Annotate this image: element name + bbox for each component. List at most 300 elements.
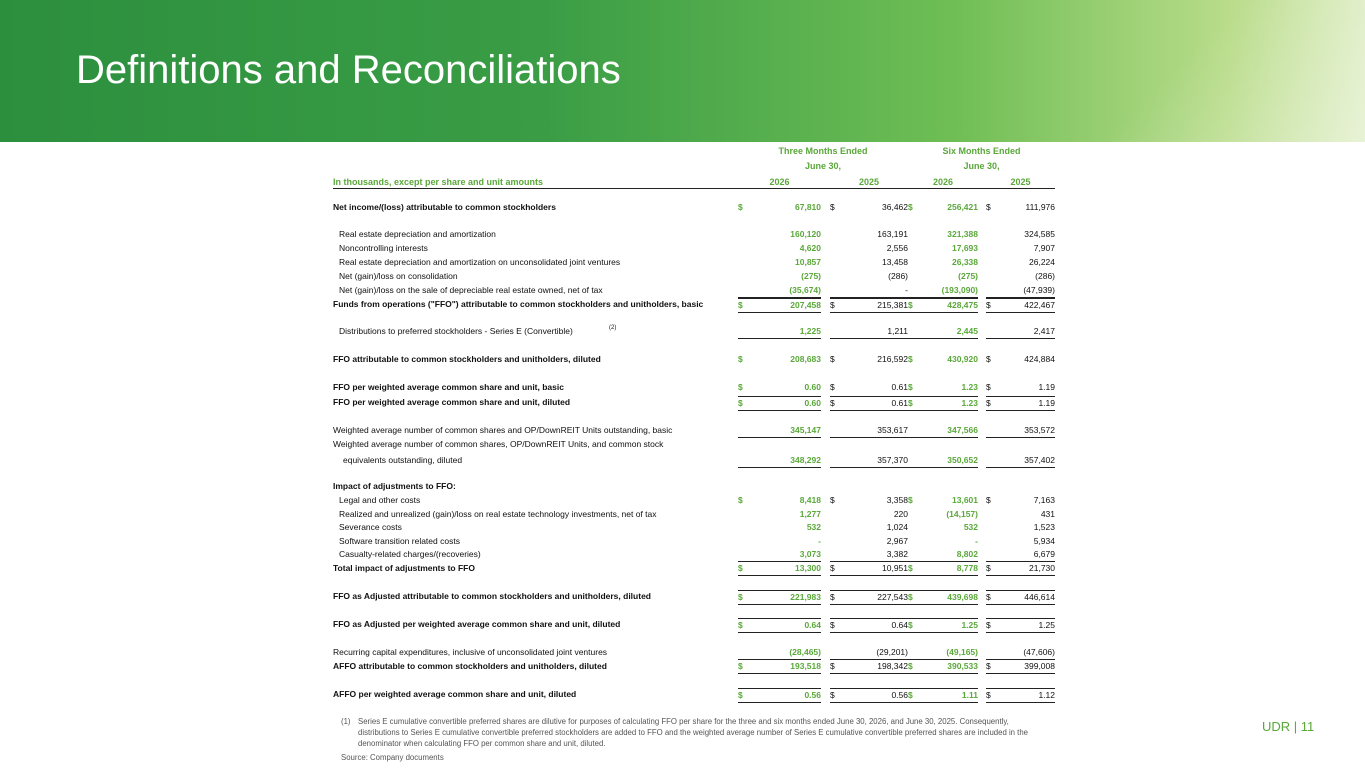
table-value: 0.60 (804, 382, 821, 392)
table-cell (986, 521, 1055, 534)
currency-symbol: $ (738, 300, 743, 310)
column-header-year: 2025 (1010, 177, 1031, 187)
column-group-header-six-months: Six Months Ended (942, 146, 1021, 156)
table-cell (986, 548, 1055, 562)
table-cell (986, 494, 1055, 507)
table-value: 532 (806, 522, 821, 532)
table-value: 3,382 (886, 549, 908, 559)
table-cell (908, 646, 978, 660)
table-value: - (905, 285, 908, 295)
table-cell (908, 521, 978, 534)
table-cell (908, 660, 978, 674)
row-label: Weighted average number of common shares, OP/DownREIT Units, and common stock (333, 439, 664, 449)
table-cell (830, 618, 908, 633)
table-row (333, 646, 1055, 659)
table-cell (738, 256, 821, 269)
currency-symbol: $ (830, 592, 835, 602)
table-value: 10,857 (795, 257, 821, 267)
footnote-number: (1) (341, 717, 351, 726)
table-value: 216,592 (877, 354, 908, 364)
table-cell (986, 201, 1055, 214)
table-cell (908, 590, 978, 605)
table-cell (908, 256, 978, 269)
currency-symbol: $ (986, 382, 991, 392)
column-header-year: 2025 (858, 177, 880, 187)
table-cell (908, 454, 978, 468)
table-value: 221,983 (790, 592, 821, 602)
row-label: Legal and other costs (339, 495, 421, 505)
currency-symbol: $ (908, 592, 913, 602)
table-row (333, 521, 1055, 534)
table-value: 357,370 (877, 455, 908, 465)
table-row (333, 660, 1055, 673)
table-cell (986, 381, 1055, 394)
table-row (333, 535, 1055, 548)
table-value: 2,417 (1033, 326, 1055, 336)
currency-symbol: $ (738, 354, 743, 364)
table-cell (738, 590, 821, 605)
table-cell (738, 201, 821, 214)
table-cell (830, 396, 908, 411)
table-cell (830, 353, 908, 366)
table-cell (830, 381, 908, 394)
table-row (333, 618, 1055, 631)
table-row (333, 508, 1055, 521)
table-value: 1,523 (1033, 522, 1055, 532)
table-value: 7,907 (1033, 243, 1055, 253)
currency-symbol: $ (908, 382, 913, 392)
table-cell (738, 353, 821, 366)
row-label: Total impact of adjustments to FFO (333, 563, 475, 573)
table-value: 353,572 (1024, 425, 1055, 435)
table-cell (830, 535, 908, 548)
currency-symbol: $ (738, 592, 743, 602)
table-row (333, 688, 1055, 701)
table-value: 446,614 (1024, 592, 1055, 602)
table-value: 350,652 (947, 455, 978, 465)
table-value: 390,533 (947, 661, 978, 671)
row-label: Net (gain)/loss on the sale of depreciable real estate owned, net of tax (339, 285, 603, 295)
table-row (333, 325, 1055, 338)
table-row (333, 590, 1055, 603)
table-cell (908, 228, 978, 241)
table-cell (830, 270, 908, 283)
table-value: 357,402 (1024, 455, 1055, 465)
row-label: Net (gain)/loss on consolidation (339, 271, 458, 281)
currency-symbol: $ (830, 690, 835, 700)
table-value: 0.61 (891, 398, 908, 408)
table-cell (738, 618, 821, 633)
table-value: 7,163 (1033, 495, 1055, 505)
table-cell (830, 298, 908, 313)
row-label: Real estate depreciation and amortization (339, 229, 496, 239)
table-cell (738, 688, 821, 703)
currency-symbol: $ (908, 563, 913, 573)
currency-symbol: $ (986, 661, 991, 671)
currency-symbol: $ (908, 620, 913, 630)
table-cell (738, 270, 821, 283)
table-cell (830, 508, 908, 521)
table-cell (908, 298, 978, 313)
table-cell (738, 228, 821, 241)
table-value: (35,674) (789, 285, 821, 295)
table-value: 431 (1040, 509, 1055, 519)
table-value: 428,475 (947, 300, 978, 310)
table-cell (830, 228, 908, 241)
table-value: 198,342 (877, 661, 908, 671)
table-cell (908, 562, 978, 576)
table-value: 430,920 (947, 354, 978, 364)
table-value: 13,300 (795, 563, 821, 573)
table-value: 10,951 (882, 563, 908, 573)
table-cell (830, 494, 908, 507)
table-value: 1,277 (799, 509, 821, 519)
table-value: 163,191 (877, 229, 908, 239)
table-value: 2,967 (886, 536, 908, 546)
table-cell (908, 396, 978, 411)
header-banner (0, 0, 1365, 142)
currency-symbol: $ (986, 592, 991, 602)
currency-symbol: $ (986, 563, 991, 573)
table-cell (986, 270, 1055, 283)
table-cell (738, 396, 821, 411)
table-cell (830, 480, 908, 493)
table-value: 215,381 (877, 300, 908, 310)
table-cell (986, 618, 1055, 633)
table-cell (738, 424, 821, 438)
table-value: 13,601 (952, 495, 978, 505)
currency-symbol: $ (986, 495, 991, 505)
row-label: equivalents outstanding, diluted (343, 455, 463, 465)
table-cell (738, 660, 821, 674)
table-value: 256,421 (947, 202, 978, 212)
currency-symbol: $ (908, 354, 913, 364)
table-value: 13,458 (882, 257, 908, 267)
table-value: 0.64 (804, 620, 821, 630)
header-decoration (1065, 0, 1365, 142)
table-value: 17,693 (952, 243, 978, 253)
table-value: 0.61 (891, 382, 908, 392)
row-label: FFO attributable to common stockholders and unitholders, diluted (333, 354, 601, 364)
table-row (333, 562, 1055, 575)
table-row (333, 381, 1055, 394)
table-cell (908, 325, 978, 339)
table-value: 1.19 (1038, 398, 1055, 408)
column-header-year: 2026 (932, 177, 954, 187)
row-label: AFFO per weighted average common share and unit, diluted (333, 689, 577, 699)
table-cell (908, 270, 978, 283)
table-value: 353,617 (877, 425, 908, 435)
table-row (333, 424, 1055, 437)
table-row (333, 548, 1055, 561)
table-row (333, 454, 1055, 467)
table-cell (830, 688, 908, 703)
table-value: 1.23 (961, 398, 978, 408)
currency-symbol: $ (738, 690, 743, 700)
footnote-reference: (2) (609, 325, 617, 331)
row-label: Software transition related costs (339, 536, 460, 546)
table-value: (14,157) (946, 509, 978, 519)
table-value: 8,802 (956, 549, 978, 559)
table-value: 1.12 (1038, 690, 1055, 700)
table-cell (830, 424, 908, 438)
table-cell (986, 353, 1055, 366)
table-value: 345,147 (790, 425, 821, 435)
page-number: UDR | 11 (1262, 719, 1315, 734)
table-cell (738, 242, 821, 255)
column-group-subheader-three-months: June 30, (804, 161, 842, 171)
table-cell (986, 228, 1055, 241)
row-label: FFO as Adjusted per weighted average common share and unit, diluted (333, 619, 621, 629)
table-value: 208,683 (790, 354, 821, 364)
table-cell (738, 454, 821, 468)
row-label: FFO per weighted average common share and unit, basic (333, 382, 564, 392)
table-cell (908, 508, 978, 521)
row-label: Distributions to preferred stockholders - Series E (Convertible) (339, 326, 573, 336)
table-cell (986, 424, 1055, 438)
table-cell (830, 242, 908, 255)
table-value: 0.60 (804, 398, 821, 408)
column-group-header-three-months: Three Months Ended (778, 146, 868, 156)
table-cell (908, 353, 978, 366)
table-cell (830, 646, 908, 660)
row-label: Realized and unrealized (gain)/loss on real estate technology investments, net of tax (339, 509, 657, 519)
currency-symbol: $ (908, 690, 913, 700)
currency-symbol: $ (738, 620, 743, 630)
table-cell (908, 381, 978, 394)
table-cell (830, 660, 908, 674)
table-cell (830, 590, 908, 605)
table-cell (986, 508, 1055, 521)
table-cell (738, 646, 821, 660)
table-value: 422,467 (1024, 300, 1055, 310)
table-row (333, 396, 1055, 409)
table-value: 324,585 (1024, 229, 1055, 239)
table-value: (49,165) (946, 647, 978, 657)
table-cell (908, 618, 978, 633)
table-value: - (818, 536, 821, 546)
currency-symbol: $ (830, 202, 835, 212)
table-cell (738, 284, 821, 298)
table-cell (738, 494, 821, 507)
currency-symbol: $ (986, 398, 991, 408)
header-rule (333, 188, 1055, 189)
table-row (333, 494, 1055, 507)
table-cell (908, 494, 978, 507)
table-row (333, 242, 1055, 255)
table-value: 227,543 (877, 592, 908, 602)
table-value: 3,073 (799, 549, 821, 559)
table-value: 5,934 (1033, 536, 1055, 546)
page-title: Definitions and Reconciliations (76, 48, 621, 92)
table-cell (738, 325, 821, 339)
table-cell (986, 256, 1055, 269)
currency-symbol: $ (986, 354, 991, 364)
table-value: (275) (801, 271, 821, 281)
table-cell (738, 548, 821, 562)
currency-symbol: $ (738, 398, 743, 408)
table-value: 8,418 (799, 495, 821, 505)
table-row (333, 480, 1055, 493)
table-cell (908, 201, 978, 214)
table-cell (830, 562, 908, 576)
row-label: Net income/(loss) attributable to common stockholders (333, 202, 556, 212)
table-value: (29,201) (876, 647, 908, 657)
table-cell (738, 508, 821, 521)
table-cell (986, 284, 1055, 298)
table-cell (830, 325, 908, 339)
table-value: 424,884 (1024, 354, 1055, 364)
table-value: 3,358 (886, 495, 908, 505)
table-value: 2,445 (956, 326, 978, 336)
table-cell (986, 396, 1055, 411)
table-row (333, 270, 1055, 283)
currency-symbol: $ (908, 495, 913, 505)
unit-label: In thousands, except per share and unit amounts (333, 177, 544, 187)
table-cell (986, 325, 1055, 339)
table-cell (986, 535, 1055, 548)
table-row (333, 228, 1055, 241)
table-value: 1,024 (886, 522, 908, 532)
table-value: (275) (958, 271, 978, 281)
table-value: 347,566 (947, 425, 978, 435)
table-value: 8,778 (956, 563, 978, 573)
table-cell (908, 688, 978, 703)
table-value: (286) (1035, 271, 1055, 281)
currency-symbol: $ (908, 661, 913, 671)
table-cell (986, 298, 1055, 313)
currency-symbol: $ (830, 661, 835, 671)
row-label: Casualty-related charges/(recoveries) (339, 549, 481, 559)
currency-symbol: $ (908, 300, 913, 310)
table-value: 220 (893, 509, 908, 519)
table-cell (830, 548, 908, 562)
table-cell (908, 284, 978, 298)
table-value: 532 (963, 522, 978, 532)
currency-symbol: $ (738, 495, 743, 505)
table-cell (830, 284, 908, 298)
source-note: Source: Company documents (341, 753, 444, 762)
table-cell (908, 438, 978, 451)
currency-symbol: $ (830, 354, 835, 364)
table-cell (986, 562, 1055, 576)
currency-symbol: $ (830, 563, 835, 573)
table-value: 399,008 (1024, 661, 1055, 671)
currency-symbol: $ (738, 382, 743, 392)
row-label: Impact of adjustments to FFO: (333, 481, 456, 491)
currency-symbol: $ (908, 398, 913, 408)
table-cell (830, 454, 908, 468)
table-row (333, 201, 1055, 214)
table-value: (47,939) (1023, 285, 1055, 295)
table-cell (738, 480, 821, 493)
table-value: 1.11 (961, 690, 978, 700)
currency-symbol: $ (830, 495, 835, 505)
currency-symbol: $ (986, 690, 991, 700)
table-value: 160,120 (790, 229, 821, 239)
table-cell (908, 242, 978, 255)
currency-symbol: $ (830, 382, 835, 392)
table-cell (830, 438, 908, 451)
table-value: 1.25 (1038, 620, 1055, 630)
table-value: (286) (888, 271, 908, 281)
table-value: 0.56 (891, 690, 908, 700)
row-label: FFO as Adjusted attributable to common stockholders and unitholders, diluted (333, 591, 651, 601)
table-value: 0.56 (804, 690, 821, 700)
table-value: 207,458 (790, 300, 821, 310)
row-label: Weighted average number of common shares and OP/DownREIT Units outstanding, basic (333, 425, 673, 435)
row-label: Severance costs (339, 522, 402, 532)
table-value: 26,338 (952, 257, 978, 267)
table-cell (986, 438, 1055, 451)
table-cell (908, 424, 978, 438)
row-label: Real estate depreciation and amortization on unconsolidated joint ventures (339, 257, 621, 267)
table-cell (986, 480, 1055, 493)
table-value: (47,606) (1023, 647, 1055, 657)
table-cell (738, 381, 821, 394)
currency-symbol: $ (830, 398, 835, 408)
table-value: 4,620 (799, 243, 821, 253)
table-value: 1.19 (1038, 382, 1055, 392)
table-value: 193,518 (790, 661, 821, 671)
table-value: 321,388 (947, 229, 978, 239)
table-value: 36,462 (882, 202, 908, 212)
table-value: 1.25 (961, 620, 978, 630)
row-label: Recurring capital expenditures, inclusive of unconsolidated joint ventures (333, 647, 608, 657)
table-cell (986, 242, 1055, 255)
table-value: (28,465) (789, 647, 821, 657)
row-label: Noncontrolling interests (339, 243, 428, 253)
currency-symbol: $ (908, 202, 913, 212)
column-header-year: 2026 (769, 177, 790, 187)
footnote-text: Series E cumulative convertible preferred shares are dilutive for purposes of calculating FFO per share for the three and six months ended June 30, 2026, and June 30, 2025. Consequently, distributions to Series E cumulative convertible preferred stockholders are added to FFO and the weighted average number of Series E cumulative convertible preferred shares are included in the denominator when calculating FFO per common share and unit, diluted. (358, 717, 1029, 748)
currency-symbol: $ (986, 300, 991, 310)
table-cell (986, 454, 1055, 468)
table-value: 1,225 (799, 326, 821, 336)
table-cell (830, 256, 908, 269)
currency-symbol: $ (830, 620, 835, 630)
table-value: 348,292 (790, 455, 821, 465)
table-row (333, 438, 1055, 451)
table-cell (830, 521, 908, 534)
table-cell (908, 548, 978, 562)
currency-symbol: $ (986, 202, 991, 212)
table-value: 26,224 (1029, 257, 1055, 267)
table-cell (986, 660, 1055, 674)
row-label: AFFO attributable to common stockholders and unitholders, diluted (333, 661, 607, 671)
table-row (333, 353, 1055, 366)
table-row (333, 256, 1055, 269)
table-value: 1,211 (887, 326, 908, 336)
table-cell (986, 590, 1055, 605)
table-cell (738, 298, 821, 313)
table-value: 6,679 (1033, 549, 1055, 559)
table-cell (908, 480, 978, 493)
table-cell (986, 688, 1055, 703)
table-value: 439,698 (947, 592, 978, 602)
table-cell (738, 521, 821, 534)
table-value: (193,090) (941, 285, 978, 295)
table-value: 111,976 (1025, 202, 1055, 212)
currency-symbol: $ (830, 300, 835, 310)
table-cell (986, 646, 1055, 660)
table-row (333, 284, 1055, 297)
currency-symbol: $ (986, 620, 991, 630)
currency-symbol: $ (738, 661, 743, 671)
table-cell (738, 535, 821, 548)
table-value: 2,556 (886, 243, 908, 253)
table-row (333, 298, 1055, 311)
